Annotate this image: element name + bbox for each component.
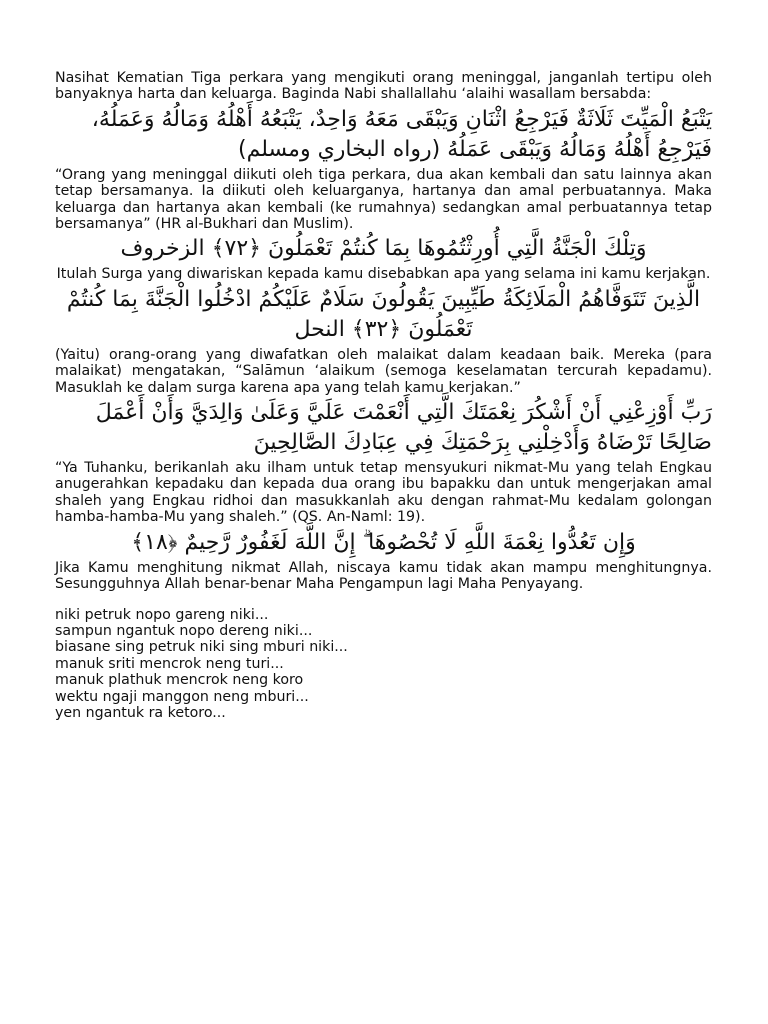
document-body [55,70,712,721]
spacer [55,593,712,607]
verse-az-zukhruf-translation: Itulah Surga yang diwariskan kepada kamu disebabkan apa yang selama ini kamu kerjakan. [56,266,711,283]
poem-line: manuk plathuk mencrok neng koro [55,672,304,689]
poem-block [55,607,712,722]
poem-line: biasane sing petruk niki sing mburi niki... [55,639,348,656]
verse-an-nahl-18-arabic: وَإِن تَعُدُّوا نِعْمَةَ اللَّهِ لَا تُحْصُوهَا ۗ إِنَّ اللَّهَ لَغَفُورٌ رَّحِيمٌ ﴿١٨﴾ [131,529,636,555]
verse-an-naml-translation: “Ya Tuhanku, berikanlah aku ilham untuk tetap mensyukuri nikmat-Mu yang telah Engkau anugerahkan kepadaku dan kepada dua orang ibu bapakku dan untuk mengerjakan amal shaleh yang Engkau ridhoi dan masukkanlah aku dengan rahmat-Mu kedalam golongan hamba-hamba-Mu yang shaleh.” (QS. An-Naml: 19). [55,460,712,526]
verse-az-zukhruf-arabic: وَتِلْكَ الْجَنَّةُ الَّتِي أُورِثْتُمُوهَا بِمَا كُنتُمْ تَعْمَلُونَ ﴿٧٢﴾ الزخروف [120,236,647,262]
poem-line: manuk sriti mencrok neng turi... [55,655,284,672]
verse-an-nahl-translation: (Yaitu) orang-orang yang diwafatkan oleh malaikat dalam keadaan baik. Mereka (para malaikat) mengatakan, “Salāmun ‘alaikum (semoga keselamatan tercurah kepadamu). Masuklah ke dalam surga karena apa yang telah kamu kerjakan.” [55,346,712,396]
verse-an-nahl-18-translation: Jika Kamu menghitung nikmat Allah, niscaya kamu tidak akan mampu menghitungnya. Sesungguhnya Allah benar-benar Maha Pengampun lagi Maha Penyayang. [55,559,712,593]
poem-line: sampun ngantuk nopo dereng niki... [55,622,313,639]
verse-an-nahl-arabic: الَّذِينَ تَتَوَفَّاهُمُ الْمَلَائِكَةُ طَيِّبِينَ يَقُولُونَ سَلَامٌ عَلَيْكُمُ ادْخُلُوا الْجَنَّةَ بِمَا كُنتُمْ تَعْمَلُونَ ﴿٣٢﴾ النحل [66,286,701,342]
verse-an-naml-arabic: رَبِّ أَوْزِعْنِي أَنْ أَشْكُرَ نِعْمَتَكَ الَّتِي أَنْعَمْتَ عَلَيَّ وَعَلَىٰ وَالِدَيَّ وَأَنْ أَعْمَلَ صَالِحًا تَرْضَاهُ وَأَدْخِلْنِي بِرَحْمَتِكَ فِي عِبَادِكَ الصَّالِحِينَ [95,400,712,456]
hadith-translation: “Orang yang meninggal diikuti oleh tiga perkara, dua akan kembali dan satu lainnya akan tetap bersamanya. Ia diikuti oleh keluarganya, hartanya dan amal perbuatannya. Maka keluarga dan hartanya akan kembali (ke rumahnya) sedangkan amal perbuatannya tetap bersamanya” (HR al-Bukhari dan Muslim). [55,166,712,233]
poem-line: niki petruk nopo gareng niki... [55,606,269,623]
poem-line: wektu ngaji manggon neng mburi... [55,688,309,705]
intro-paragraph: Nasihat Kematian Tiga perkara yang mengikuti orang meninggal, janganlah tertipu oleh banyaknya harta dan keluarga. Baginda Nabi shallallahu ‘alaihi wasallam bersabda: [55,70,712,103]
poem-line: yen ngantuk ra ketoro... [55,704,226,721]
hadith-arabic-text: يَتْبَعُ الْمَيِّتَ ثَلَاثَةٌ فَيَرْجِعُ اثْنَانِ وَيَبْقَى مَعَهُ وَاحِدٌ، يَتْبَعُهُ أَهْلُهُ وَمَالُهُ وَعَمَلُهُ، فَيَرْجِعُ أَهْلُهُ وَمَالُهُ وَيَبْقَى عَمَلُهُ (رواه البخاري ومسلم) [91,106,712,162]
